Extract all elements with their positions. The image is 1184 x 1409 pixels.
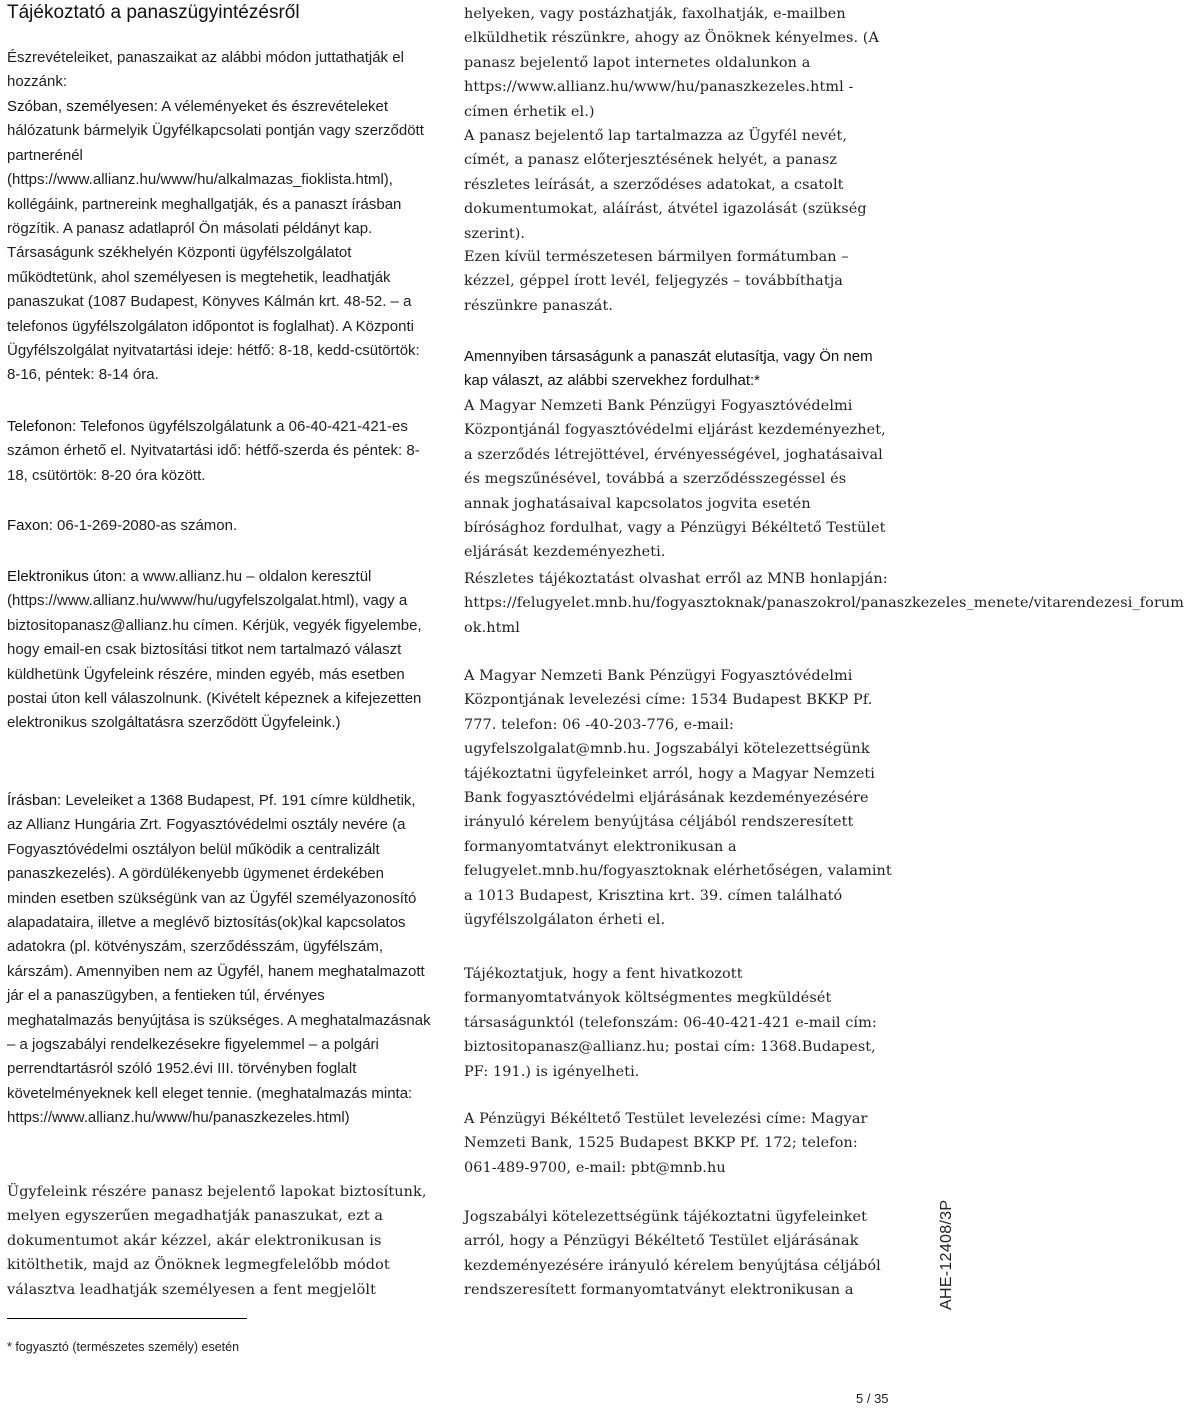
elektronikus-text-1: a www.allianz.hu – oldalon keresztül (https://www.allianz.hu/www/hu/ugyfelszolgalat.html), vagy a biztositopanasz@allianz.hu címen. xyxy=(7,568,408,634)
formatum-paragraph: Ezen kívül természetesen bármilyen formátumban – kézzel, géppel írott levél, feljegyzés – továbbíthatja részünkre panaszát. xyxy=(464,249,849,314)
footnote: * fogyasztó (természetes személy) esetén xyxy=(7,1340,240,1354)
telefon-label: Telefonon: xyxy=(7,418,77,435)
telefon-section xyxy=(7,415,432,488)
bejelento-lap-paragraph: A panasz bejelentő lap tartalmazza az Ügyfél nevét, címét, a panasz előterjesztésének helyét, a panasz részletes leírását, a szerződéses adatokat, a csatolt dokumentumokat, aláírást, átvétel igazolását (szükség szerint). xyxy=(464,128,867,242)
bejelento-paragraph: Ügyfeleink részére panasz bejelentő lapokat biztosítunk, melyen egyszerűen megadhatják panaszukat, ezt a dokumentumot akár kézzel, akár elektronikusan is kitölthetik, majd az Önöknek legmegfelelőbb módot választva leadhatják személyesen a fent megjelölt xyxy=(7,1184,427,1298)
elektronikus-text-2: Kérjük, vegyék figyelembe, hogy email-en csak biztosítási titkot nem tartalmazó választ küldhetünk Ügyfeleink részére, minden egyéb, más esetben postai úton kell válaszolnunk. (Kivételt képeznek a kifejezetten elektronikus szolgáltatásra szerződött Ügyfeleink.) xyxy=(7,616,422,732)
szoban-text-1: A véleményeket és észrevételeket hálózatunk bármelyik Ügyfélkapcsolati pontján vagy szerződött partnerénél (https://www.allianz.hu/www/hu/alkalmazas_fioklista.html), kollégáink, partnereink meghallgatják, és a panaszt írásban rögzítik. xyxy=(7,98,424,238)
page-number: 5 / 35 xyxy=(856,1391,889,1406)
szoban-section xyxy=(7,95,432,388)
fax-label: Faxon: xyxy=(7,517,53,534)
iras-section xyxy=(7,789,432,1131)
telefon-text: Telefonos ügyfélszolgálatunk a 06-40-421-421-es számon érhető el. Nyitvatartási idő: hétfő-szerda és péntek: 8-18, csütörtök: 8-20 óra között. xyxy=(7,418,420,484)
fax-section xyxy=(7,514,432,538)
szoban-label: Szóban, személyesen: xyxy=(7,98,158,115)
szoban-text-3: Társaságunk székhelyén Központi ügyfélszolgálatot működtetünk, ahol személyesen is megtehetik, leadhatják panaszukat (1087 Budapest, Könyves Kálmán krt. 48-52. – a telefonos ügyfélszolgálaton időpontot is foglalhat). A Központi Ügyfélszolgálat nyitvatartási ideje: hétfő: 8-18, kedd-csütörtök: 8-16, péntek: 8-14 óra. xyxy=(7,244,420,384)
page-title: Tájékoztató a panaszügyintézésről xyxy=(7,2,300,23)
continuation-paragraph: helyeken, vagy postázhatják, faxolhatják, e-mailben elküldhetik részünkre, ahogy az Önöknek kényelmes. (A panasz bejelentő lapot internetes oldalunkon a https://www.allianz.hu/www/hu/panaszkezeles.html - címen érhetik el.) xyxy=(464,6,879,120)
footnote-rule xyxy=(7,1318,247,1319)
reszletes-paragraph: Részletes tájékoztatást olvashat erről az MNB honlapján: https://felugyelet.mnb.hu/fogyasztoknak/panaszokrol/panaszkezeles_menete/vitarendezesi_forum ok.html xyxy=(464,571,1184,636)
fax-text: 06-1-269-2080-as számon. xyxy=(57,517,238,534)
elektronikus-section xyxy=(7,565,432,736)
side-code: AHE-12408/3P xyxy=(938,1199,955,1310)
pbt-paragraph: A Pénzügyi Békéltető Testület levelezési címe: Magyar Nemzeti Bank, 1525 Budapest BKKP Pf. 172; telefon: 061-489-9700, e-mail: pbt@mnb.hu xyxy=(464,1111,868,1176)
koltseg-paragraph: Tájékoztatjuk, hogy a fent hivatkozott formanyomtatványok költségmentes megküldését társaságunktól (telefonszám: 06-40-421-421 e-mail cím: biztositopanasz@allianz.hu; postai cím: 1368.Budapest, PF: 191.) is igényelheti. xyxy=(464,966,877,1080)
mnb-cim-paragraph: A Magyar Nemzeti Bank Pénzügyi Fogyasztóvédelmi Központjának levelezési címe: 1534 Budapest BKKP Pf. 777. telefon: 06 -40-203-776, e-mail: ugyfelszolgalat@mnb.hu. Jogszabályi kötelezettségünk tájékoztatni ügyfeleinket arról, hogy a Magyar Nemzeti Bank fogyasztóvédelmi eljárásának kezdeményezésére irányuló kérelem benyújtása céljából rendszeresített formanyomtatványt elektronikusan a felugyelet.mnb.hu/fogyasztoknak elérhetőségen, valamint a 1013 Budapest, Krisztina krt. 39. címen található ügyfélszolgálaton érheti el. xyxy=(464,668,892,929)
elutasitas-heading: Amennyiben társaságunk a panaszát elutasítja, vagy Ön nem kap választ, az alábbi szervekhez fordulhat:* xyxy=(464,348,873,390)
iras-label: Írásban: xyxy=(7,792,62,809)
mnb-paragraph: A Magyar Nemzeti Bank Pénzügyi Fogyasztóvédelmi Központjánál fogyasztóvédelmi eljárást kezdeményezhet, a szerződés létrejöttével, érvényességével, joghatásaival és megszűnésével, továbbá a szerződésszegéssel és annak joghatásaival kapcsolatos jogvita esetén bírósághoz fordulhat, vagy a Pénzügyi Békéltető Testület eljárását kezdeményezheti. xyxy=(464,398,886,561)
iras-text: Leveleiket a 1368 Budapest, Pf. 191 címre küldhetik, az Allianz Hungária Zrt. Fogyasztóvédelmi osztály nevére (a Fogyasztóvédelmi osztályon belül működik a centralizált panaszkezelés). A gördülékenyebb ügymenet érdekében minden esetben szükségünk van az Ügyfél személyazonosító alapadataira, illetve a meglévő biztosítás(ok)kal kapcsolatos adatokra (pl. kötvényszám, szerződésszám, ügyfélszám, kárszám). Amennyiben nem az Ügyfél, hanem meghatalmazott jár el a panaszügyben, a fentieken túl, érvényes meghatalmazás benyújtása is szükséges. A meghatalmazásnak – a jogszabályi rendelkezésekre figyelemmel – a polgári perrendtartásról szóló 1952.évi III. törvényben foglalt követelményeknek kell eleget tennie. (meghatalmazás minta: https://www.allianz.hu/www/hu/panaszkezeles.html) xyxy=(7,792,431,1127)
intro-heading: Észrevételeiket, panaszaikat az alábbi módon juttathatják el hozzánk: xyxy=(7,49,404,91)
elektronikus-label: Elektronikus úton: xyxy=(7,568,127,585)
szoban-text-2: A panasz adatlapról Ön másolati példányt kap. xyxy=(62,220,373,238)
jogszabalyi-paragraph: Jogszabályi kötelezettségünk tájékoztatni ügyfeleinket arról, hogy a Pénzügyi Békéltető Testület eljárásának kezdeményezésére irányuló kérelem benyújtása céljából rendszeresített formanyomtatványt elektronikusan a xyxy=(464,1209,881,1299)
